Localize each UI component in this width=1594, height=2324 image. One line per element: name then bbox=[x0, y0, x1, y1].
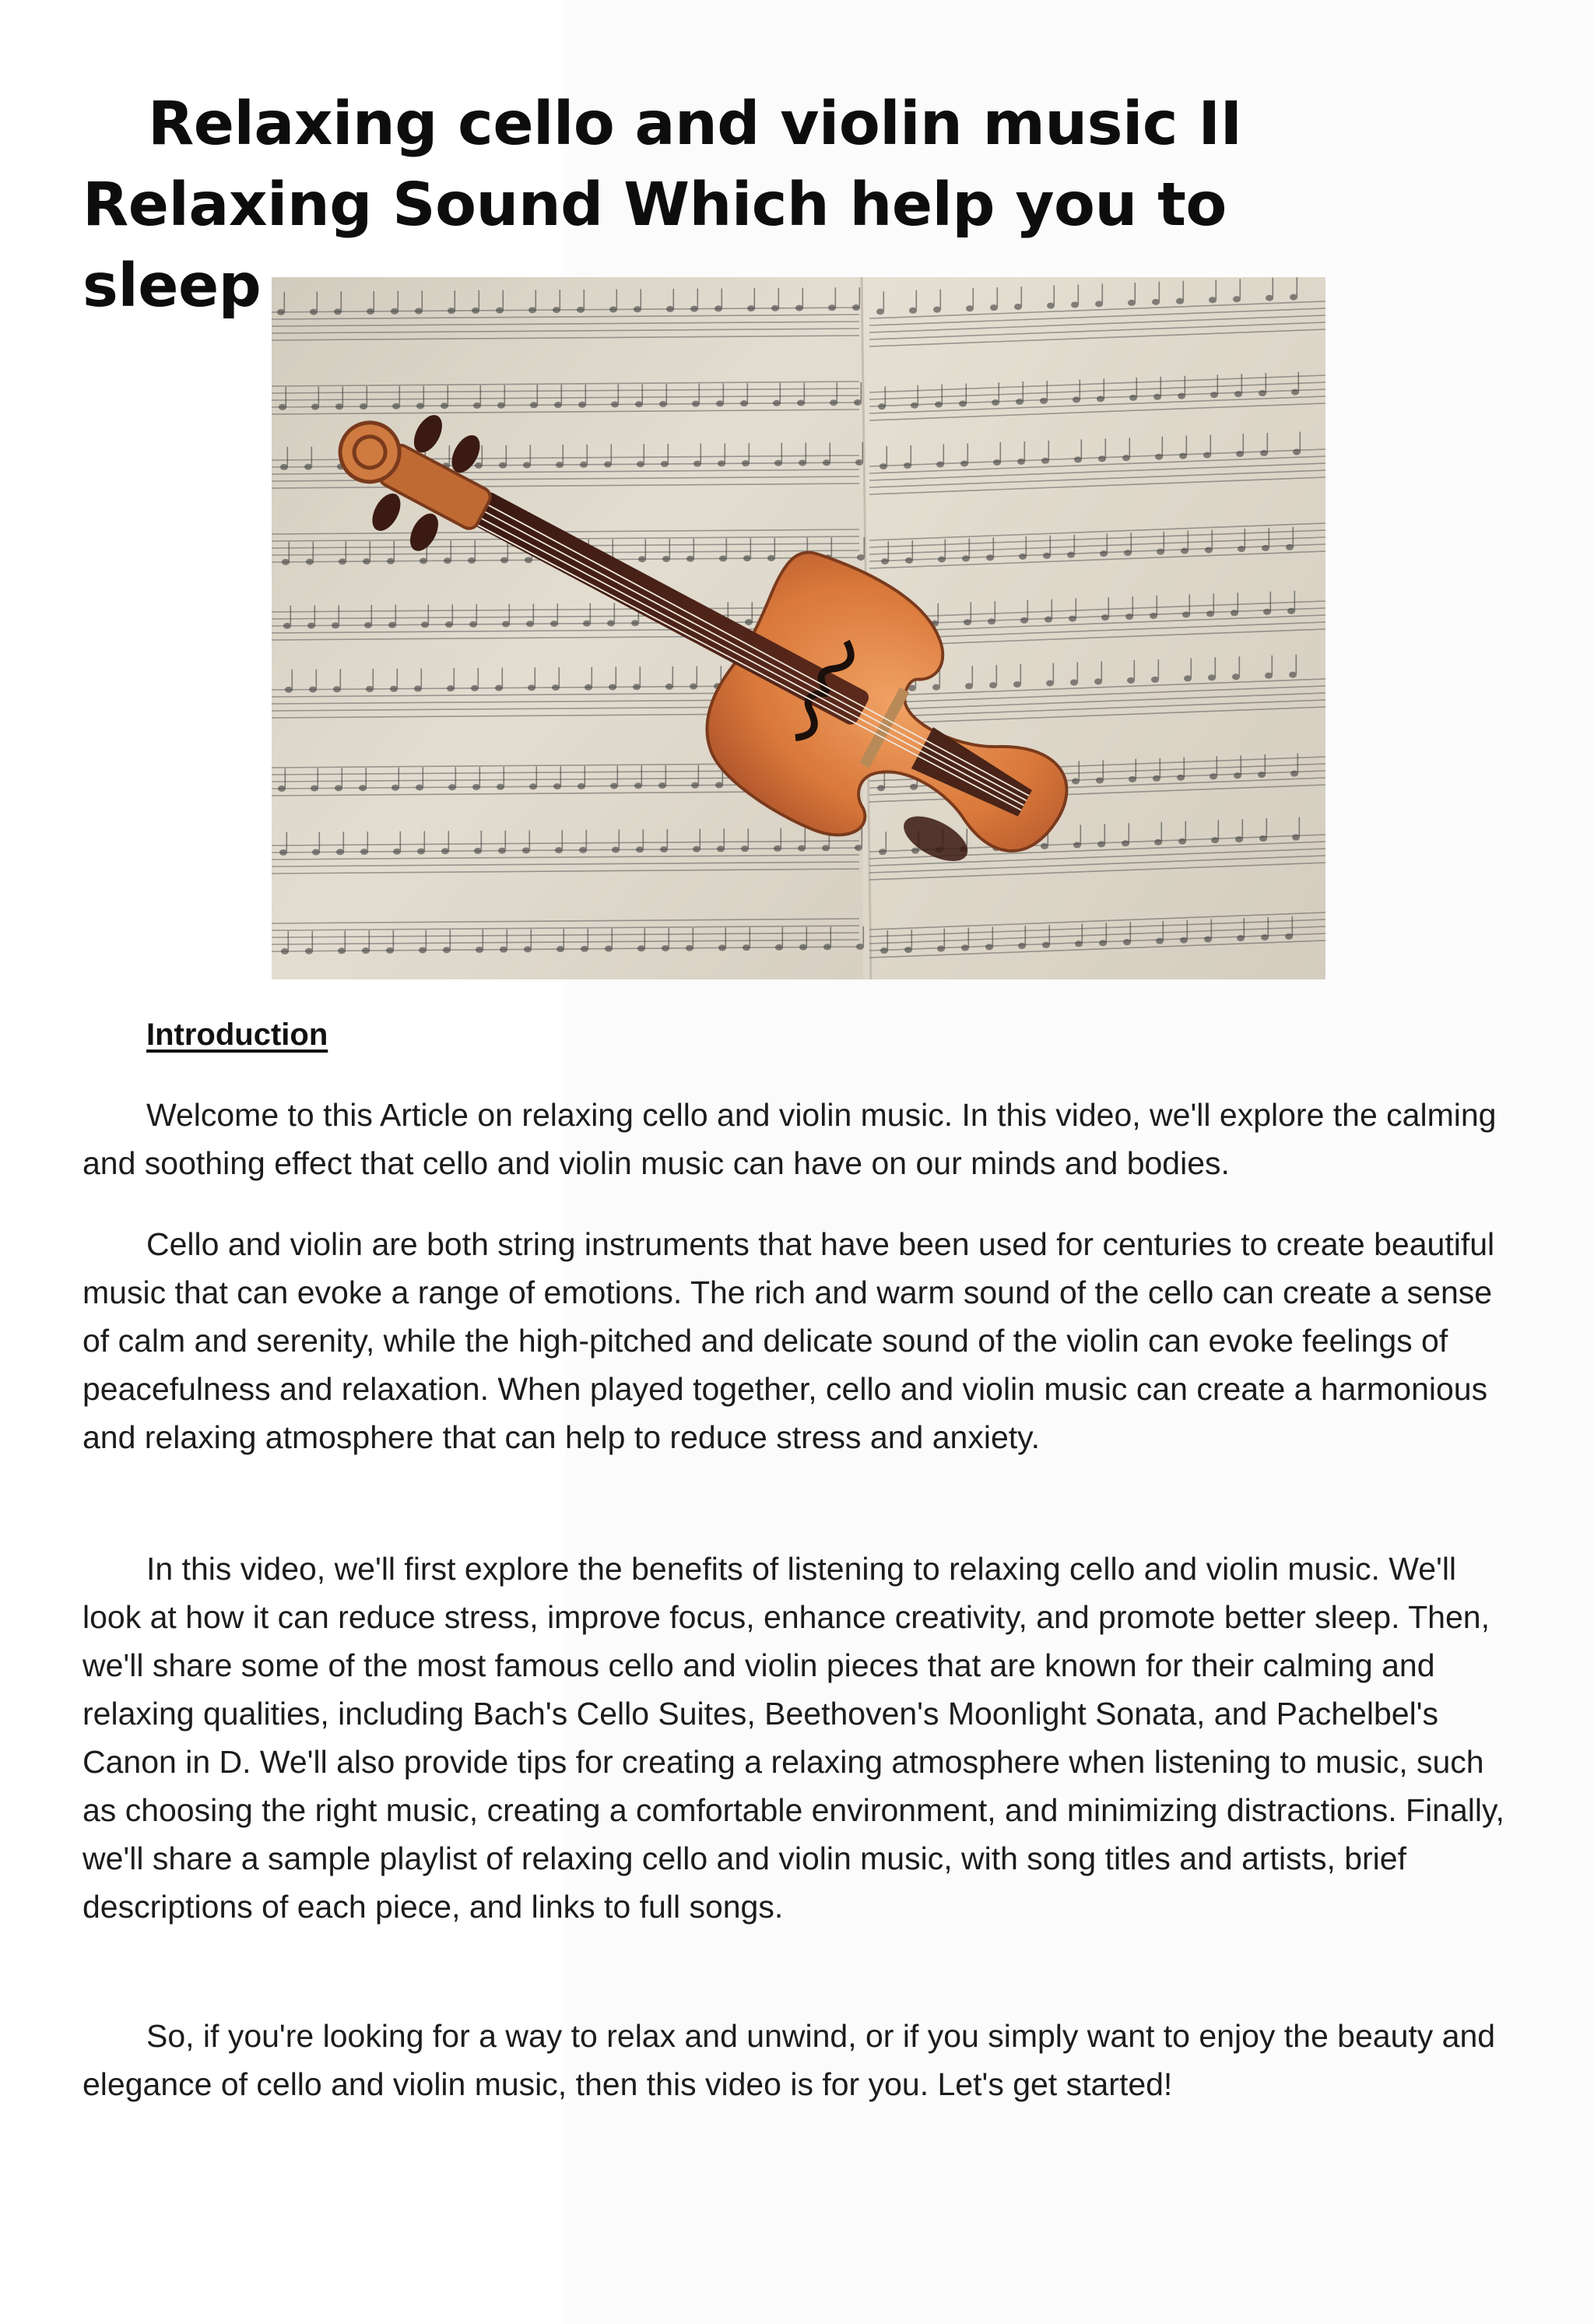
paragraph-1: Welcome to this Article on relaxing cello and violin music. In this video, we'll explore the calming and soothing effect that cello and violin music can have on our minds and bodies. bbox=[83, 1097, 1497, 1181]
article-title: Relaxing cello and violin music II Relaxing Sound Which help you to sleep bbox=[83, 90, 1242, 321]
paragraph-4: So, if you're looking for a way to relax and unwind, or if you simply want to enjoy the beauty and elegance of cello and violin music, then this video is for you. Let's get started! bbox=[83, 2018, 1496, 2102]
violin-on-sheet-music-image bbox=[272, 277, 1325, 979]
paragraph-3: In this video, we'll first explore the benefits of listening to relaxing cello and violin music. We'll look at how it can reduce stress, improve focus, enhance creativity, and promote better sleep. Then, we'll share some of the most famous cello and violin pieces that are known for their calming and relaxing qualities, including Bach's Cello Suites, Beethoven's Moonlight Sonata, and Pachelbel's Canon in D. We'll also provide tips for creating a relaxing atmosphere when listening to music, such as choosing the right music, creating a comfortable environment, and minimizing distractions. Finally, we'll share a sample playlist of relaxing cello and violin music, with song titles and artists, brief descriptions of each piece, and links to full songs. bbox=[83, 1551, 1504, 1925]
violin-icon bbox=[272, 277, 1325, 979]
section-heading-introduction: Introduction bbox=[146, 1018, 328, 1052]
paragraph-2: Cello and violin are both string instruments that have been used for centuries to create beautiful music that can evoke a range of emotions. The rich and warm sound of the cello can create a sense of calm and serenity, while the high-pitched and delicate sound of the violin can evoke feelings of peacefulness and relaxation. When played together, cello and violin music can create a harmonious and relaxing atmosphere that can help to reduce stress and anxiety. bbox=[83, 1226, 1495, 1455]
